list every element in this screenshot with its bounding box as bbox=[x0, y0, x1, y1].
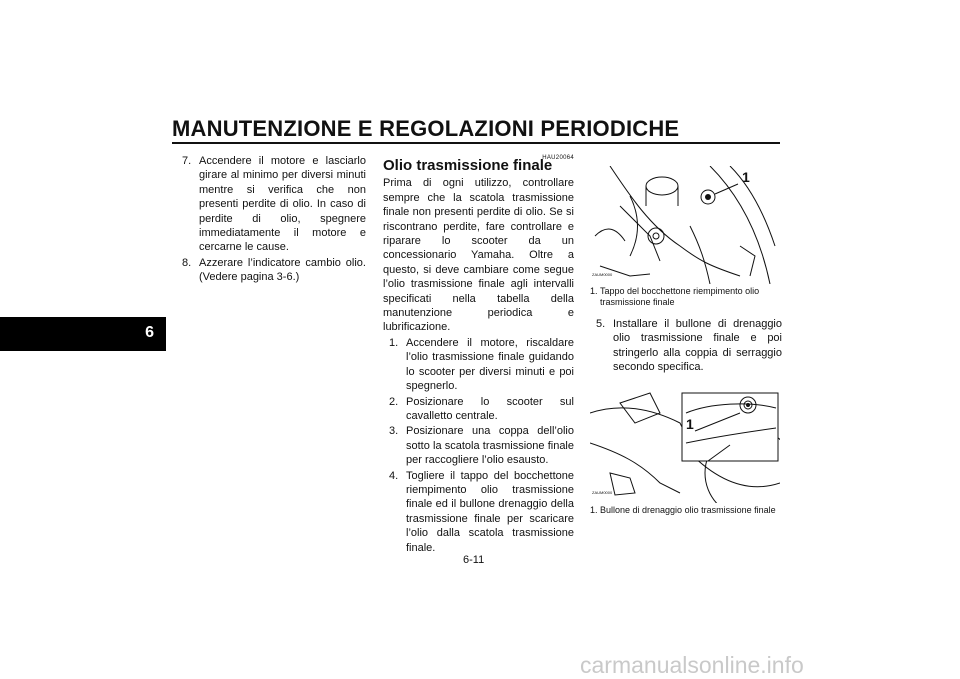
step-text: Posizionare lo scooter sul cavalletto centrale. bbox=[406, 395, 574, 422]
left-column bbox=[182, 154, 366, 286]
step-number: 7. bbox=[182, 155, 192, 167]
step-5 bbox=[596, 317, 782, 375]
caption-text: Tappo del bocchettone riempimento olio trasmissione finale bbox=[600, 286, 760, 307]
page-number: 6-11 bbox=[463, 554, 485, 566]
scooter-drain-drawing bbox=[590, 383, 780, 503]
step-number: 2. bbox=[389, 395, 399, 408]
watermark: carmanualsonline.info bbox=[580, 652, 804, 678]
figure2-caption bbox=[590, 505, 782, 516]
page-header-title: MANUTENZIONE E REGOLAZIONI PERIODICHE bbox=[172, 116, 680, 141]
caption-number: 1. bbox=[590, 286, 598, 296]
step-text: Accendere il motore, riscaldare l’olio trasmissione finale guidando lo scooter per diversi minuti e poi spegnerlo. bbox=[406, 336, 574, 393]
figure-oil-filler-cap bbox=[590, 166, 780, 284]
middle-column bbox=[383, 151, 574, 556]
figure-drain-bolt bbox=[590, 383, 780, 503]
header-rule bbox=[172, 142, 780, 144]
step-8 bbox=[182, 256, 366, 285]
intro-paragraph: Prima di ogni utilizzo, controllare sempre che la scatola trasmissione finale non presenti perdite di olio. Se si riscontrano perdite, fare controllare e riparare lo scooter da un concessionario Yamaha. Oltre a questo, si deve cambiare come segue l’olio trasmissione finale agli intervalli specificati nella tabella della manutenzione periodica e lubrificazione. bbox=[383, 177, 574, 334]
step-3 bbox=[389, 424, 574, 467]
step-number: 4. bbox=[389, 469, 399, 482]
step-4 bbox=[389, 469, 574, 555]
scooter-transmission-drawing bbox=[590, 166, 780, 284]
chapter-tab-number: 6 bbox=[145, 324, 154, 341]
figure-id: ZAUM0000 bbox=[592, 490, 613, 496]
caption-text: Bullone di drenaggio olio trasmissione finale bbox=[600, 504, 776, 515]
right-column bbox=[590, 166, 782, 516]
step-number: 8. bbox=[182, 256, 192, 269]
chapter-tab bbox=[0, 317, 166, 351]
section-code: HAU20064 bbox=[542, 155, 574, 161]
step-text: Accendere il motore e lasciarlo girare al minimo per diversi minuti mentre si verifica che non presenti perdite di olio. In caso di perdite di olio, spegnere immediatamente il motore e cercarne le cause. bbox=[199, 155, 366, 254]
step-number: 3. bbox=[389, 425, 399, 438]
step-7 bbox=[182, 154, 366, 255]
step-text: Azzerare l’indicatore cambio olio. (Vedere pagina 3-6.) bbox=[199, 256, 366, 284]
section-title: Olio trasmissione finale bbox=[383, 157, 553, 174]
step-number: 5. bbox=[596, 318, 606, 330]
step-2 bbox=[389, 395, 574, 424]
figure-callout-1: 1 bbox=[742, 169, 750, 185]
figure-id: ZAUM0000 bbox=[592, 271, 613, 277]
step-1 bbox=[389, 336, 574, 394]
figure-callout-1: 1 bbox=[686, 415, 694, 432]
step-text: Togliere il tappo del bocchettone riempimento olio trasmissione finale ed il bullone drenaggio della trasmissione finale per scaricare l’olio dalla scatola trasmissione finale. bbox=[406, 469, 574, 554]
step-text: Posizionare una coppa dell’olio sotto la scatola trasmissione finale per raccogliere l’olio esausto. bbox=[406, 425, 574, 467]
figure1-caption bbox=[590, 286, 782, 308]
step-text: Installare il bullone di drenaggio olio trasmissione finale e poi stringerlo alla coppia di serraggio secondo specifica. bbox=[613, 318, 782, 374]
step-number: 1. bbox=[389, 336, 399, 349]
caption-number: 1. bbox=[590, 504, 598, 515]
